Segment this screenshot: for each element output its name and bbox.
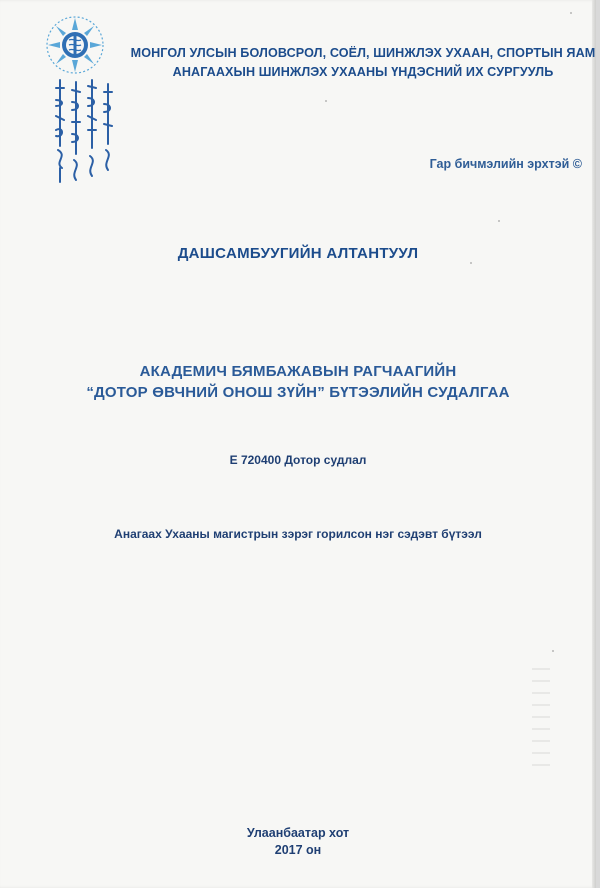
degree-description: Анагаах Ухааны магистрын зэрэг горилсон нэг сэдэвт бүтээл (114, 527, 482, 541)
scan-speck (498, 220, 500, 222)
scan-speck (552, 650, 554, 652)
scan-speck (325, 100, 327, 102)
specialty-code: Е 720400 Дотор судлал (229, 453, 367, 467)
thesis-title (0, 361, 596, 403)
place-and-year (0, 825, 596, 859)
thesis-title-line-1: АКАДЕМИЧ БЯМБАЖАВЫН РАГЧААГИЙН (139, 363, 457, 380)
scan-speck (570, 12, 572, 14)
year: 2017 он (274, 843, 322, 857)
scan-smudge (526, 665, 556, 785)
university-name: АНАГААХЫН ШИНЖЛЭХ УХААНЫ ҮНДЭСНИЙ ИХ СУРГУУЛЬ (172, 65, 554, 79)
thesis-title-line-2: “ДОТОР ӨВЧНИЙ ОНОШ ЗҮЙН” БҮТЭЭЛИЙН СУДАЛГАА (86, 384, 510, 401)
ministry-name: МОНГОЛ УЛСЫН БОЛОВСРОЛ, СОЁЛ, ШИНЖЛЭХ УХААН, СПОРТЫН ЯАМ (130, 46, 596, 60)
mongolian-script-icon (46, 76, 116, 186)
scan-speck (470, 262, 472, 264)
copyright-note: Гар бичмэлийн эрхтэй © (429, 157, 582, 171)
page-edge (592, 0, 596, 888)
institution-header (128, 44, 598, 82)
city: Улаанбаатар хот (246, 826, 350, 840)
author-name: ДАШСАМБУУГИЙН АЛТАНТУУЛ (177, 245, 419, 262)
university-emblem-icon (40, 10, 110, 80)
